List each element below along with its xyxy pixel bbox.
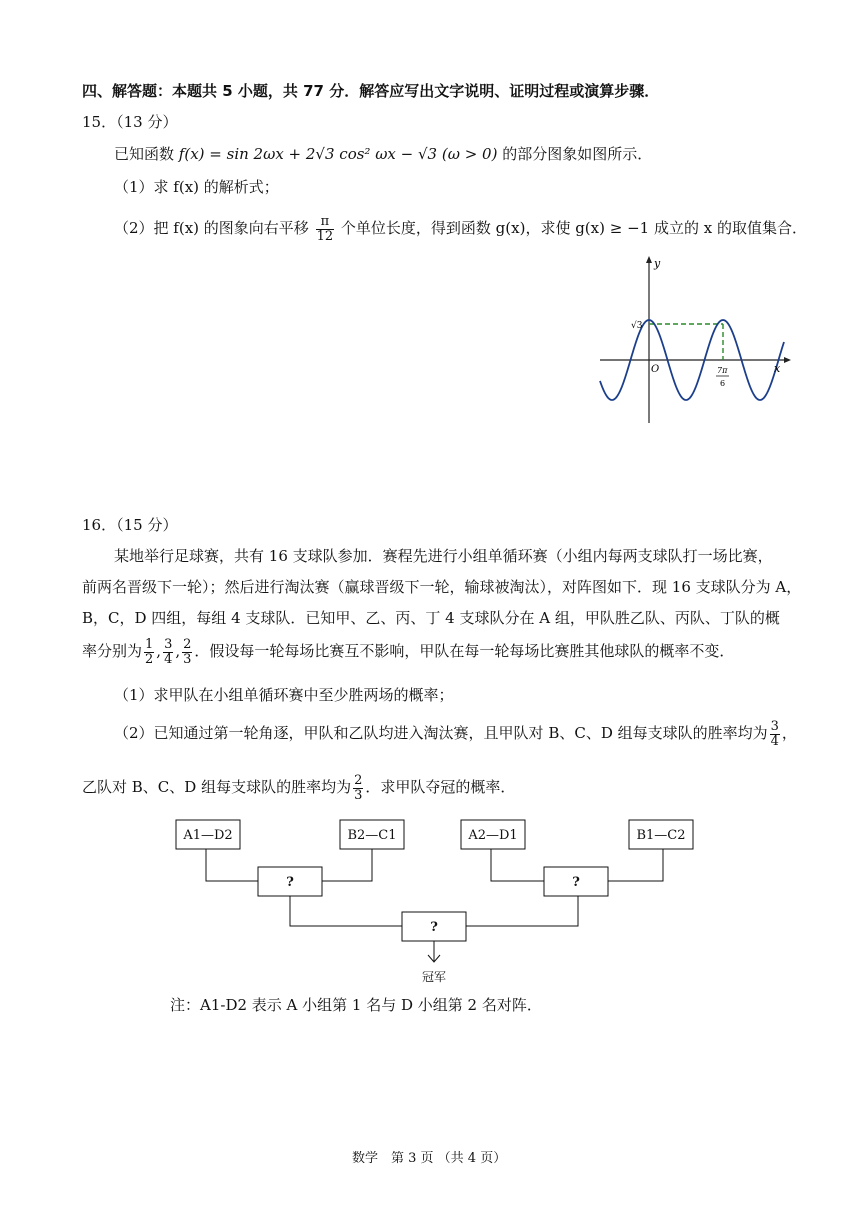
q16-part2-cont: [82, 770, 515, 804]
connector: [608, 849, 663, 881]
q16-number: 16．（15 分）: [82, 516, 178, 534]
fraction-numerator: 1: [145, 636, 154, 652]
fraction-numerator: 3: [770, 718, 779, 734]
match-label: A2—D1: [468, 828, 518, 843]
fraction-denominator: 3: [183, 651, 192, 667]
y-axis-label: y: [654, 257, 661, 270]
q15-formula: f(x) = sin 2ωx + 2√3 cos² ωx − √3 (ω > 0): [178, 145, 498, 163]
q16-part2-c: ．求甲队夺冠的概率．: [365, 778, 516, 796]
q16-line4: 率分别为 $\frac{1}{2}$ , $\frac{3}{4}$ , $\frac{2}{3}$ ．假设每一轮每场比赛互不影响，甲队在每一轮每场比赛胜其他球队的概率不变．: [82, 636, 735, 667]
fraction-numerator: 3: [164, 636, 173, 652]
semifinal-label: ?: [286, 875, 294, 890]
six-label: 6: [720, 379, 726, 388]
connector: [206, 849, 258, 881]
match-label: A1—D2: [183, 828, 233, 843]
fraction-numerator: 2: [183, 636, 192, 652]
seven-pi-label: 7π: [717, 366, 728, 375]
fraction-denominator: 2: [145, 651, 154, 667]
probability-fraction: [182, 638, 192, 667]
q15-stem: [114, 143, 652, 164]
fraction-denominator: 4: [164, 651, 173, 667]
page-footer: 数学 第 3 页 （共 4 页）: [352, 1151, 507, 1166]
connector: [466, 896, 578, 926]
connector: [322, 849, 372, 881]
fraction-denominator: 12: [316, 228, 334, 244]
probability-fraction: [163, 638, 173, 667]
semifinal-label: ?: [572, 875, 580, 890]
fraction-denominator: 3: [354, 787, 363, 803]
bracket-note: 注：A1-D2 表示 A 小组第 1 名与 D 小组第 2 名对阵．: [170, 996, 542, 1014]
q16-part2-a: （2）已知通过第一轮角逐，甲队和乙队均进入淘汰赛，且甲队对 B、C、D 组每支球队的胜率均为: [114, 724, 768, 742]
x-axis-arrow-icon: [784, 357, 791, 363]
connector: [491, 849, 544, 881]
match-label: B2—C1: [347, 828, 397, 843]
match-label: B1—C2: [636, 828, 686, 843]
q16-line3: B，C，D 四组，每组 4 支球队．已知甲、乙、丙、丁 4 支球队分在 A 组，甲队胜乙队、丙队、丁队的概: [82, 609, 780, 627]
tournament-bracket: [160, 815, 720, 990]
win-rate-fraction: [353, 774, 363, 803]
q15-part2-a: （2）把 f(x) 的图象向右平移: [114, 219, 309, 237]
q15-part2-b: 个单位长度，得到函数 g(x)，求使 g(x) ≥ −1 成立的 x 的取值集合．: [340, 219, 807, 237]
origin-label: O: [651, 364, 660, 375]
win-rate-fraction: [770, 720, 780, 749]
sqrt3-label: √3: [631, 321, 643, 331]
fraction-numerator: π: [316, 215, 335, 230]
q16-part2: [114, 716, 797, 750]
q15-part2-fraction: [316, 215, 335, 244]
q16-part1: （1）求甲队在小组单循环赛中至少胜两场的概率；: [114, 686, 454, 704]
y-axis-arrow-icon: [646, 256, 652, 263]
x-axis-label: x: [774, 362, 781, 375]
q16-line4-b: ．假设每一轮每场比赛互不影响，甲队在每一轮每场比赛胜其他球队的概率不变．: [194, 642, 735, 660]
q15-stem-suffix: 的部分图象如图所示．: [502, 145, 653, 163]
q15-part2: [114, 211, 807, 245]
connector: [290, 896, 402, 926]
q16-part2-comma: ，: [781, 724, 797, 742]
q16-part2-b: 乙队对 B、C、D 组每支球队的胜率均为: [82, 778, 352, 796]
fraction-numerator: 2: [354, 772, 363, 788]
final-label: ?: [430, 920, 438, 935]
q15-stem-prefix: 已知函数: [114, 145, 175, 163]
q15-number: 15．（13 分）: [82, 113, 178, 131]
q16-line1: 某地举行足球赛，共有 16 支球队参加．赛程先进行小组单循环赛（小组内每两支球队打一场比赛，: [114, 547, 773, 565]
champion-label: 冠军: [421, 970, 447, 984]
fraction-denominator: 4: [770, 733, 779, 749]
q16-line2: 前两名晋级下一轮）；然后进行淘汰赛（赢球晋级下一轮，输球被淘汰），对阵图如下．现 16 支球队分为 A，: [82, 578, 802, 596]
probability-fraction: [144, 638, 154, 667]
q16-line4-a: 率分别为: [82, 642, 143, 660]
section-header: 四、解答题：本题共 5 小题，共 77 分．解答应写出文字说明、证明过程或演算步骤．: [82, 82, 660, 100]
q15-part1: （1）求 f(x) 的解析式；: [114, 178, 279, 196]
q15-function-graph: [598, 255, 794, 427]
